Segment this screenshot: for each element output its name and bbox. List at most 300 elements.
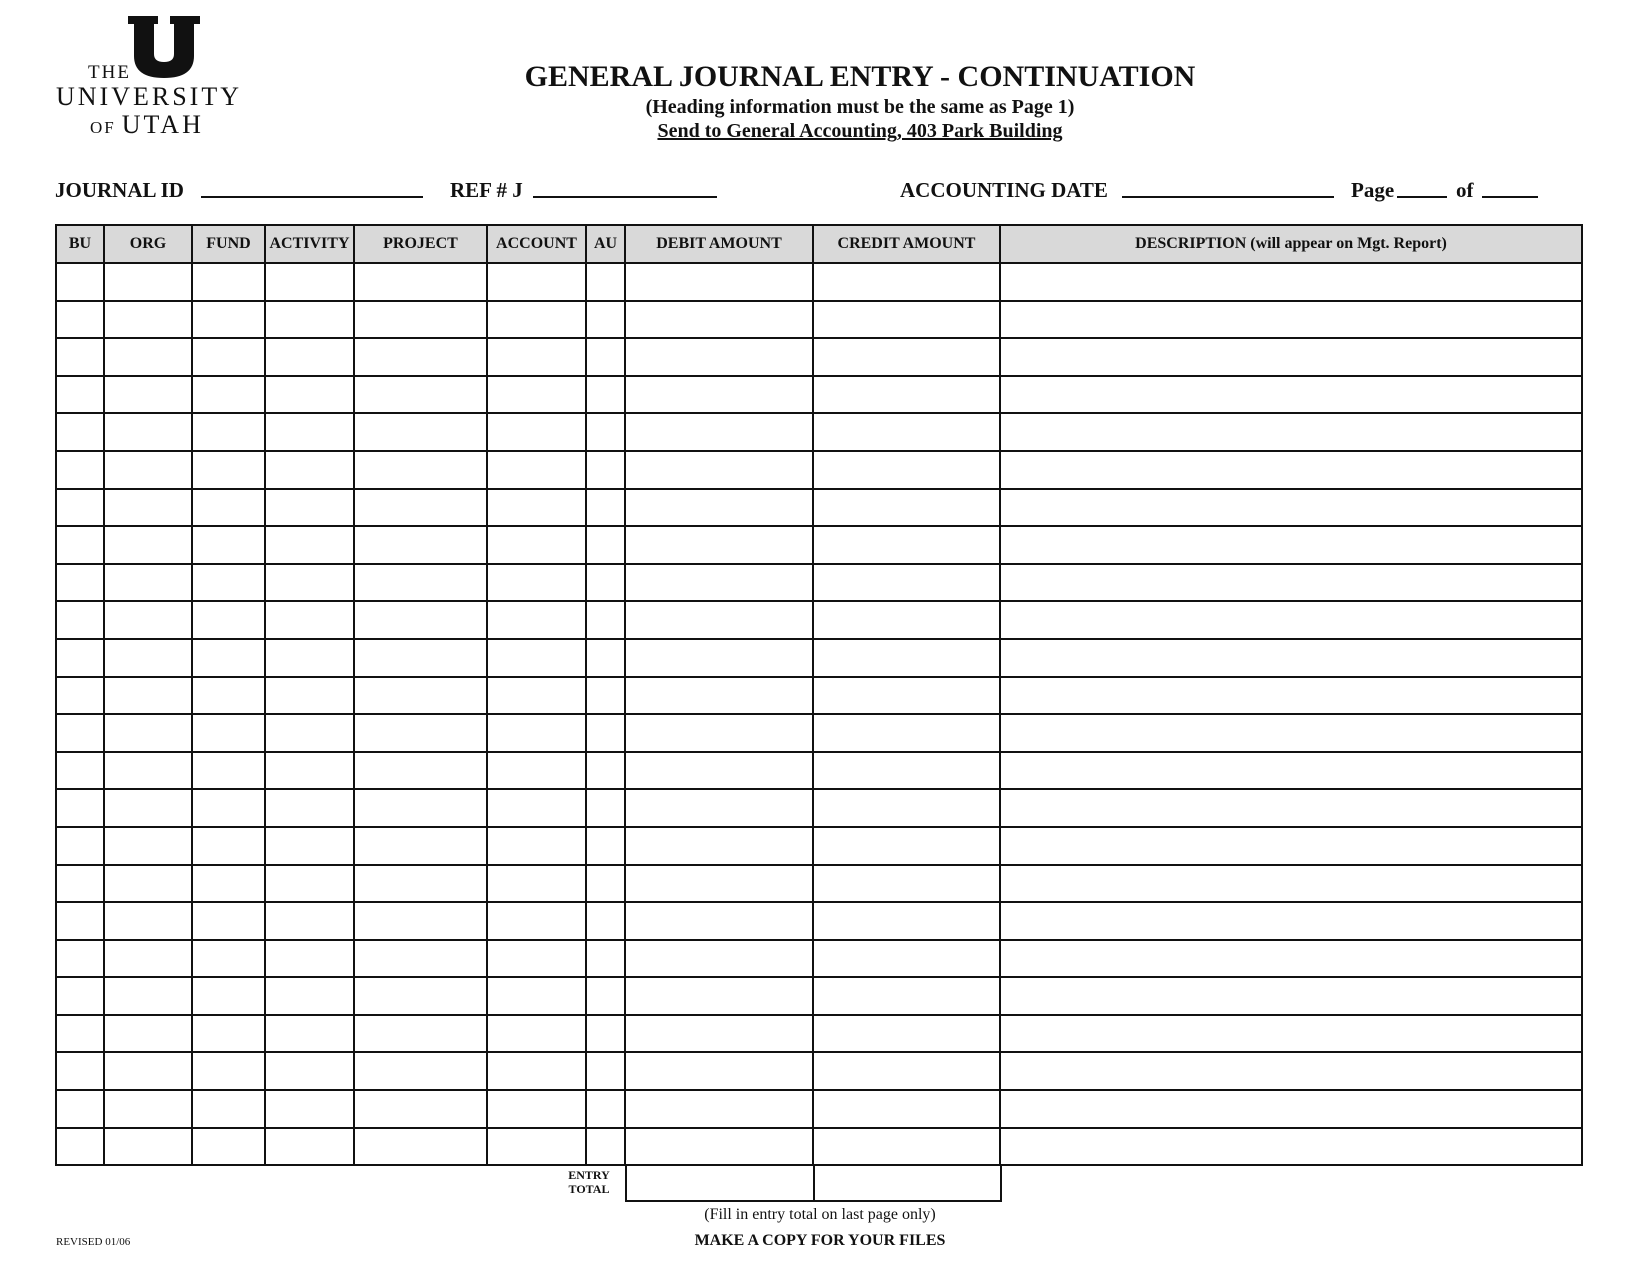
table-cell[interactable] xyxy=(487,301,586,339)
table-cell[interactable] xyxy=(56,677,104,715)
accounting-date-label: ACCOUNTING DATE xyxy=(900,178,1108,202)
table-cell[interactable] xyxy=(625,940,813,978)
table-cell[interactable] xyxy=(104,1090,192,1128)
table-cell[interactable] xyxy=(1000,677,1582,715)
table-cell[interactable] xyxy=(354,752,487,790)
table-cell[interactable] xyxy=(487,413,586,451)
table-cell[interactable] xyxy=(813,338,1000,376)
table-cell[interactable] xyxy=(487,865,586,903)
table-cell[interactable] xyxy=(487,1090,586,1128)
table-cell[interactable] xyxy=(104,564,192,602)
table-cell[interactable] xyxy=(813,714,1000,752)
table-cell[interactable] xyxy=(625,451,813,489)
table-cell[interactable] xyxy=(265,940,354,978)
table-cell[interactable] xyxy=(354,564,487,602)
table-cell[interactable] xyxy=(192,677,265,715)
copy-note: MAKE A COPY FOR YOUR FILES xyxy=(694,1232,946,1249)
table-cell[interactable] xyxy=(104,338,192,376)
table-cell[interactable] xyxy=(104,451,192,489)
table-cell[interactable] xyxy=(104,376,192,414)
table-cell[interactable] xyxy=(813,639,1000,677)
table-cell[interactable] xyxy=(265,263,354,301)
table-cell[interactable] xyxy=(192,301,265,339)
table-cell[interactable] xyxy=(265,413,354,451)
table-cell[interactable] xyxy=(265,1052,354,1090)
table-cell[interactable] xyxy=(192,865,265,903)
table-cell[interactable] xyxy=(354,526,487,564)
table-cell[interactable] xyxy=(265,1090,354,1128)
page-subtitle: (Heading information must be the same as Page 1) xyxy=(645,96,1075,118)
table-cell[interactable] xyxy=(104,714,192,752)
table-cell[interactable] xyxy=(265,865,354,903)
table-cell[interactable] xyxy=(56,977,104,1015)
block-u-icon xyxy=(128,16,200,78)
table-cell[interactable] xyxy=(813,301,1000,339)
table-cell[interactable] xyxy=(104,940,192,978)
table-cell[interactable] xyxy=(104,301,192,339)
col-header-au: AU xyxy=(586,225,625,263)
table-cell[interactable] xyxy=(354,263,487,301)
table-cell[interactable] xyxy=(813,376,1000,414)
table-cell[interactable] xyxy=(1000,489,1582,527)
table-row xyxy=(56,263,1582,301)
table-cell[interactable] xyxy=(813,564,1000,602)
table-row xyxy=(56,677,1582,715)
table-row xyxy=(56,1128,1582,1166)
table-cell[interactable] xyxy=(1000,1052,1582,1090)
table-cell[interactable] xyxy=(813,827,1000,865)
table-cell[interactable] xyxy=(625,977,813,1015)
page-title: GENERAL JOURNAL ENTRY - CONTINUATION xyxy=(524,60,1196,93)
table-cell[interactable] xyxy=(104,827,192,865)
table-row xyxy=(56,1015,1582,1053)
table-cell[interactable] xyxy=(487,601,586,639)
university-logo xyxy=(52,16,242,139)
table-cell[interactable] xyxy=(1000,376,1582,414)
table-header-row xyxy=(56,225,1582,263)
table-cell[interactable] xyxy=(56,1052,104,1090)
table-cell[interactable] xyxy=(192,827,265,865)
table-cell[interactable] xyxy=(813,1052,1000,1090)
table-cell[interactable] xyxy=(1000,1128,1582,1166)
table-cell[interactable] xyxy=(586,564,625,602)
table-cell[interactable] xyxy=(625,677,813,715)
table-cell[interactable] xyxy=(487,940,586,978)
table-cell[interactable] xyxy=(354,940,487,978)
table-cell[interactable] xyxy=(354,902,487,940)
table-cell[interactable] xyxy=(813,451,1000,489)
table-cell[interactable] xyxy=(487,263,586,301)
table-cell[interactable] xyxy=(192,940,265,978)
table-cell[interactable] xyxy=(813,977,1000,1015)
table-cell[interactable] xyxy=(487,752,586,790)
table-cell[interactable] xyxy=(354,827,487,865)
table-cell[interactable] xyxy=(1000,865,1582,903)
table-cell[interactable] xyxy=(625,789,813,827)
table-cell[interactable] xyxy=(813,601,1000,639)
table-cell[interactable] xyxy=(813,1015,1000,1053)
fill-in-note: (Fill in entry total on last page only) xyxy=(704,1206,936,1223)
journal-entry-table xyxy=(55,224,1583,1166)
entry-total-label xyxy=(555,1168,623,1196)
table-cell[interactable] xyxy=(56,752,104,790)
ref-field[interactable] xyxy=(533,196,717,198)
col-header-fund: FUND xyxy=(192,225,265,263)
table-cell[interactable] xyxy=(354,639,487,677)
table-cell[interactable] xyxy=(56,1090,104,1128)
table-cell[interactable] xyxy=(813,489,1000,527)
table-cell[interactable] xyxy=(265,789,354,827)
table-cell[interactable] xyxy=(586,338,625,376)
table-cell[interactable] xyxy=(56,301,104,339)
table-row xyxy=(56,827,1582,865)
table-row xyxy=(56,564,1582,602)
table-row xyxy=(56,489,1582,527)
table-cell[interactable] xyxy=(1000,977,1582,1015)
table-cell[interactable] xyxy=(265,1128,354,1166)
table-cell[interactable] xyxy=(265,639,354,677)
table-row xyxy=(56,977,1582,1015)
table-cell[interactable] xyxy=(586,1090,625,1128)
table-cell[interactable] xyxy=(56,413,104,451)
table-cell[interactable] xyxy=(104,1015,192,1053)
table-cell[interactable] xyxy=(625,1090,813,1128)
table-cell[interactable] xyxy=(104,752,192,790)
table-cell[interactable] xyxy=(586,827,625,865)
table-cell[interactable] xyxy=(813,677,1000,715)
table-cell[interactable] xyxy=(104,601,192,639)
table-cell[interactable] xyxy=(1000,940,1582,978)
table-cell[interactable] xyxy=(192,789,265,827)
table-cell[interactable] xyxy=(813,413,1000,451)
logo-university: UNIVERSITY xyxy=(56,82,242,111)
col-header-bu: BU xyxy=(56,225,104,263)
table-cell[interactable] xyxy=(487,526,586,564)
table-cell[interactable] xyxy=(625,1052,813,1090)
table-cell[interactable] xyxy=(192,451,265,489)
table-cell[interactable] xyxy=(104,977,192,1015)
table-cell[interactable] xyxy=(487,489,586,527)
table-cell[interactable] xyxy=(586,263,625,301)
table-cell[interactable] xyxy=(192,714,265,752)
table-cell[interactable] xyxy=(487,827,586,865)
table-cell[interactable] xyxy=(265,601,354,639)
col-header-account: ACCOUNT xyxy=(487,225,586,263)
table-cell[interactable] xyxy=(1000,338,1582,376)
debit-total-field[interactable] xyxy=(625,1164,815,1202)
table-cell[interactable] xyxy=(1000,451,1582,489)
table-cell[interactable] xyxy=(586,526,625,564)
page-number-field[interactable] xyxy=(1397,196,1447,198)
logo-utah: UTAH xyxy=(121,110,204,139)
table-cell[interactable] xyxy=(813,263,1000,301)
table-cell[interactable] xyxy=(56,601,104,639)
table-cell[interactable] xyxy=(487,902,586,940)
table-cell[interactable] xyxy=(813,865,1000,903)
entry-total-line1: ENTRY xyxy=(568,1168,610,1182)
table-cell[interactable] xyxy=(56,451,104,489)
table-cell[interactable] xyxy=(487,677,586,715)
table-cell[interactable] xyxy=(56,940,104,978)
table-cell[interactable] xyxy=(586,940,625,978)
table-cell[interactable] xyxy=(487,789,586,827)
table-cell[interactable] xyxy=(192,1015,265,1053)
table-cell[interactable] xyxy=(104,263,192,301)
table-cell[interactable] xyxy=(265,1015,354,1053)
table-cell[interactable] xyxy=(104,677,192,715)
revision-label: REVISED 01/06 xyxy=(56,1236,131,1248)
table-cell[interactable] xyxy=(586,977,625,1015)
table-cell[interactable] xyxy=(625,301,813,339)
ref-label: REF # J xyxy=(450,178,523,202)
table-cell[interactable] xyxy=(487,564,586,602)
table-cell[interactable] xyxy=(586,413,625,451)
table-cell[interactable] xyxy=(586,489,625,527)
table-cell[interactable] xyxy=(56,263,104,301)
table-cell[interactable] xyxy=(1000,789,1582,827)
table-cell[interactable] xyxy=(625,413,813,451)
table-cell[interactable] xyxy=(265,451,354,489)
table-cell[interactable] xyxy=(354,451,487,489)
table-cell[interactable] xyxy=(586,1052,625,1090)
table-cell[interactable] xyxy=(625,526,813,564)
table-cell[interactable] xyxy=(56,526,104,564)
table-cell[interactable] xyxy=(354,413,487,451)
table-cell[interactable] xyxy=(354,301,487,339)
table-cell[interactable] xyxy=(1000,413,1582,451)
table-cell[interactable] xyxy=(586,714,625,752)
table-cell[interactable] xyxy=(104,1052,192,1090)
table-cell[interactable] xyxy=(586,451,625,489)
table-cell[interactable] xyxy=(487,1015,586,1053)
table-cell[interactable] xyxy=(586,301,625,339)
table-cell[interactable] xyxy=(104,413,192,451)
table-cell[interactable] xyxy=(354,1052,487,1090)
table-cell[interactable] xyxy=(487,1052,586,1090)
table-cell[interactable] xyxy=(1000,601,1582,639)
table-row xyxy=(56,1090,1582,1128)
journal-id-label: JOURNAL ID xyxy=(55,178,184,202)
table-cell[interactable] xyxy=(625,601,813,639)
table-cell[interactable] xyxy=(625,752,813,790)
table-cell[interactable] xyxy=(586,865,625,903)
table-cell[interactable] xyxy=(104,789,192,827)
table-cell[interactable] xyxy=(354,338,487,376)
table-cell[interactable] xyxy=(354,601,487,639)
table-cell[interactable] xyxy=(354,677,487,715)
table-row xyxy=(56,714,1582,752)
table-cell[interactable] xyxy=(192,1128,265,1166)
table-cell[interactable] xyxy=(56,489,104,527)
of-label: of xyxy=(1456,178,1474,202)
table-cell[interactable] xyxy=(813,1090,1000,1128)
table-cell[interactable] xyxy=(56,827,104,865)
table-cell[interactable] xyxy=(1000,263,1582,301)
table-cell[interactable] xyxy=(354,1128,487,1166)
table-cell[interactable] xyxy=(586,677,625,715)
col-header-activity: ACTIVITY xyxy=(265,225,354,263)
table-cell[interactable] xyxy=(1000,1090,1582,1128)
table-cell[interactable] xyxy=(265,301,354,339)
table-row xyxy=(56,789,1582,827)
table-cell[interactable] xyxy=(104,526,192,564)
col-header-org: ORG xyxy=(104,225,192,263)
table-cell[interactable] xyxy=(192,1090,265,1128)
table-cell[interactable] xyxy=(487,451,586,489)
table-cell[interactable] xyxy=(265,827,354,865)
logo-of-utah xyxy=(90,110,204,140)
table-cell[interactable] xyxy=(56,376,104,414)
table-cell[interactable] xyxy=(813,789,1000,827)
page-label: Page xyxy=(1351,178,1395,202)
table-cell[interactable] xyxy=(192,752,265,790)
table-cell[interactable] xyxy=(192,526,265,564)
table-cell[interactable] xyxy=(56,338,104,376)
table-cell[interactable] xyxy=(265,526,354,564)
table-cell[interactable] xyxy=(56,902,104,940)
table-cell[interactable] xyxy=(625,902,813,940)
table-cell[interactable] xyxy=(1000,714,1582,752)
table-cell[interactable] xyxy=(625,489,813,527)
table-cell[interactable] xyxy=(586,639,625,677)
table-cell[interactable] xyxy=(586,902,625,940)
send-to-note: Send to General Accounting, 403 Park Building xyxy=(657,120,1063,142)
logo-of: OF xyxy=(90,118,116,137)
table-cell[interactable] xyxy=(265,376,354,414)
table-cell[interactable] xyxy=(487,1128,586,1166)
table-cell[interactable] xyxy=(586,789,625,827)
table-cell[interactable] xyxy=(586,752,625,790)
table-row xyxy=(56,639,1582,677)
table-cell[interactable] xyxy=(586,601,625,639)
table-row xyxy=(56,301,1582,339)
table-cell[interactable] xyxy=(354,376,487,414)
table-cell[interactable] xyxy=(192,977,265,1015)
table-cell[interactable] xyxy=(487,639,586,677)
table-cell[interactable] xyxy=(192,639,265,677)
table-cell[interactable] xyxy=(586,1015,625,1053)
table-cell[interactable] xyxy=(625,639,813,677)
table-cell[interactable] xyxy=(192,564,265,602)
logo-the: THE xyxy=(88,62,131,83)
table-cell[interactable] xyxy=(625,376,813,414)
table-cell[interactable] xyxy=(625,827,813,865)
table-cell[interactable] xyxy=(625,338,813,376)
table-cell[interactable] xyxy=(586,1128,625,1166)
table-row xyxy=(56,338,1582,376)
table-cell[interactable] xyxy=(1000,301,1582,339)
col-header-credit-amount: CREDIT AMOUNT xyxy=(813,225,1000,263)
table-cell[interactable] xyxy=(354,1015,487,1053)
journal-id-field[interactable] xyxy=(201,196,423,198)
table-cell[interactable] xyxy=(1000,752,1582,790)
table-cell[interactable] xyxy=(354,865,487,903)
table-cell[interactable] xyxy=(813,526,1000,564)
table-cell[interactable] xyxy=(1000,827,1582,865)
accounting-date-field[interactable] xyxy=(1122,196,1334,198)
table-cell[interactable] xyxy=(813,940,1000,978)
table-cell[interactable] xyxy=(1000,639,1582,677)
page-total-field[interactable] xyxy=(1482,196,1538,198)
table-cell[interactable] xyxy=(56,865,104,903)
table-cell[interactable] xyxy=(56,564,104,602)
entry-total-line2: TOTAL xyxy=(568,1182,610,1196)
col-header-description: DESCRIPTION (will appear on Mgt. Report) xyxy=(1000,225,1582,263)
table-cell[interactable] xyxy=(813,1128,1000,1166)
table-cell[interactable] xyxy=(487,977,586,1015)
table-cell[interactable] xyxy=(354,977,487,1015)
table-cell[interactable] xyxy=(265,338,354,376)
table-cell[interactable] xyxy=(265,752,354,790)
table-cell[interactable] xyxy=(487,376,586,414)
table-cell[interactable] xyxy=(104,1128,192,1166)
table-cell[interactable] xyxy=(487,338,586,376)
table-cell[interactable] xyxy=(192,489,265,527)
table-cell[interactable] xyxy=(813,902,1000,940)
table-cell[interactable] xyxy=(354,1090,487,1128)
table-cell[interactable] xyxy=(56,1128,104,1166)
table-cell[interactable] xyxy=(104,489,192,527)
table-cell[interactable] xyxy=(104,902,192,940)
table-cell[interactable] xyxy=(104,865,192,903)
table-cell[interactable] xyxy=(625,564,813,602)
table-cell[interactable] xyxy=(192,338,265,376)
table-cell[interactable] xyxy=(265,489,354,527)
table-cell[interactable] xyxy=(625,714,813,752)
table-cell[interactable] xyxy=(192,902,265,940)
table-cell[interactable] xyxy=(265,564,354,602)
credit-total-field[interactable] xyxy=(813,1164,1002,1202)
table-cell[interactable] xyxy=(1000,902,1582,940)
table-cell[interactable] xyxy=(487,714,586,752)
table-cell[interactable] xyxy=(265,714,354,752)
table-row xyxy=(56,902,1582,940)
table-cell[interactable] xyxy=(56,639,104,677)
table-cell[interactable] xyxy=(354,489,487,527)
table-row xyxy=(56,865,1582,903)
table-cell[interactable] xyxy=(813,752,1000,790)
table-cell[interactable] xyxy=(586,376,625,414)
table-row xyxy=(56,601,1582,639)
table-cell[interactable] xyxy=(265,977,354,1015)
table-cell[interactable] xyxy=(354,714,487,752)
table-row xyxy=(56,752,1582,790)
table-cell[interactable] xyxy=(354,789,487,827)
table-cell[interactable] xyxy=(1000,564,1582,602)
table-cell[interactable] xyxy=(625,263,813,301)
table-cell[interactable] xyxy=(1000,526,1582,564)
col-header-project: PROJECT xyxy=(354,225,487,263)
table-cell[interactable] xyxy=(625,1128,813,1166)
table-cell[interactable] xyxy=(192,601,265,639)
table-row xyxy=(56,376,1582,414)
table-cell[interactable] xyxy=(192,413,265,451)
table-cell[interactable] xyxy=(192,263,265,301)
table-cell[interactable] xyxy=(192,376,265,414)
table-cell[interactable] xyxy=(104,639,192,677)
table-cell[interactable] xyxy=(625,1015,813,1053)
table-cell[interactable] xyxy=(56,714,104,752)
table-cell[interactable] xyxy=(192,1052,265,1090)
table-cell[interactable] xyxy=(1000,1015,1582,1053)
table-cell[interactable] xyxy=(265,902,354,940)
table-cell[interactable] xyxy=(56,789,104,827)
table-cell[interactable] xyxy=(625,865,813,903)
table-cell[interactable] xyxy=(265,677,354,715)
table-row xyxy=(56,1052,1582,1090)
table-cell[interactable] xyxy=(56,1015,104,1053)
table-body xyxy=(56,263,1582,1165)
